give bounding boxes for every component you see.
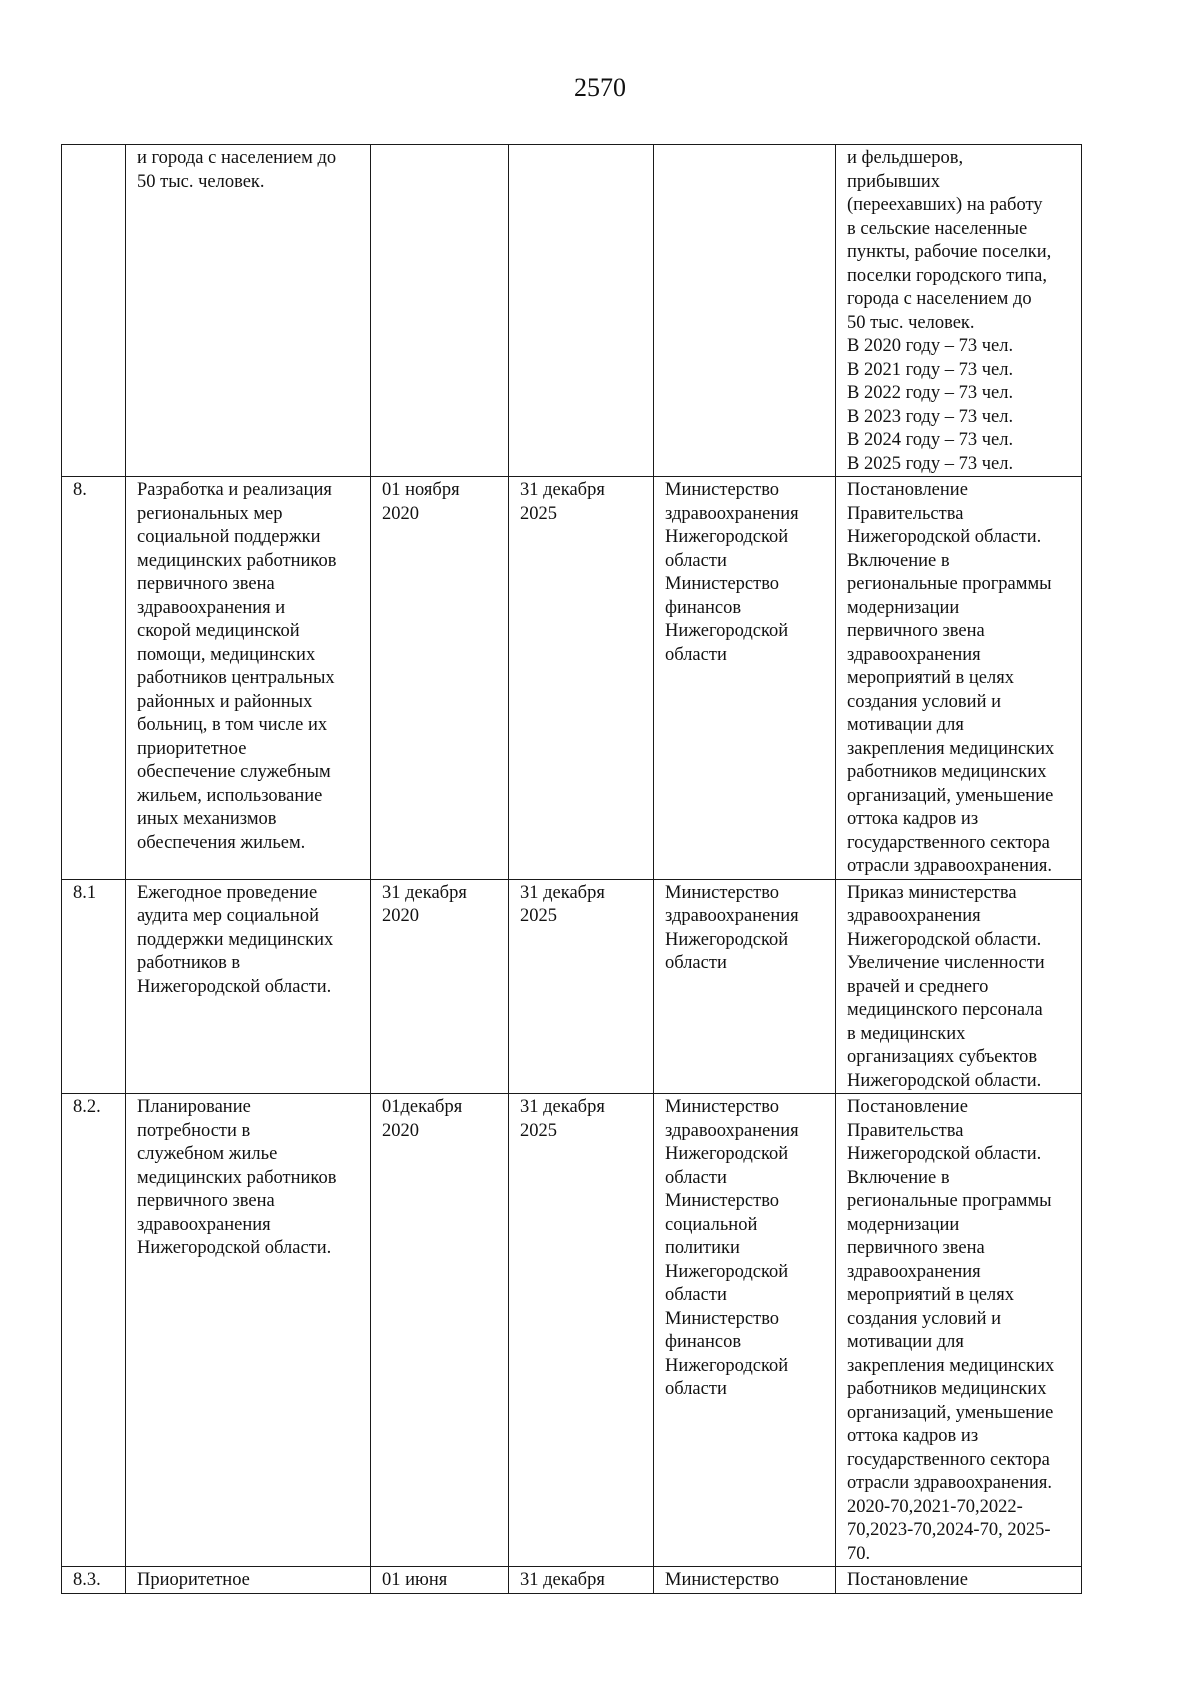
end-date-cell [509, 1094, 654, 1567]
cell-line: отрасли здравоохранения. [847, 856, 1052, 876]
cell-line: области [665, 1285, 727, 1305]
cell-line: Постановление [847, 480, 968, 500]
start-date-cell [371, 1567, 509, 1594]
cell-line: В 2022 году – 73 чел. [847, 383, 1014, 403]
cell-line: мотивации для [847, 1332, 964, 1352]
cell-line: работников в [137, 953, 241, 973]
cell-line: 8.2. [73, 1097, 101, 1117]
responsible-cell [654, 1094, 836, 1567]
cell-line: создания условий и [847, 1308, 1001, 1329]
cell-line: Правительства [847, 1120, 964, 1141]
cell-line: региональных мер [137, 503, 283, 524]
item-number-cell [62, 879, 126, 1094]
cell-line: аудита мер социальной [137, 906, 319, 926]
cell-line: 8.3. [73, 1570, 101, 1590]
cell-line: скорой медицинской [137, 621, 300, 641]
cell-line: 50 тыс. человек. [847, 312, 975, 333]
cell-line: здравоохранения [665, 1120, 799, 1141]
cell-line: организаций, уменьшение [847, 785, 1054, 806]
cell-line: обеспечения жильем. [137, 832, 306, 853]
cell-line: Нижегородской [665, 929, 789, 950]
cell-line: В 2020 году – 73 чел. [847, 336, 1014, 356]
cell-line: мотивации для [847, 715, 964, 735]
cell-line: Приказ министерства [847, 882, 1017, 903]
measure-name-cell [126, 477, 371, 880]
cell-line: Нижегородской [665, 527, 789, 547]
cell-line: Нижегородской области. [847, 1070, 1042, 1091]
cell-line: социальной поддержки [137, 527, 321, 547]
cell-line: организациях субъектов [847, 1047, 1038, 1067]
cell-line: 01 июня [382, 1570, 448, 1590]
table-row [62, 477, 1082, 880]
cell-line: врачей и среднего [847, 976, 989, 997]
cell-line: здравоохранения [665, 906, 799, 926]
cell-line: региональные программы [847, 574, 1052, 594]
cell-line: помощи, медицинских [137, 644, 316, 665]
cell-line: в медицинских [847, 1023, 966, 1044]
cell-line: Министерство [665, 574, 780, 594]
start-date-cell [371, 145, 509, 477]
cell-line: прибывших [847, 171, 941, 192]
cell-line: области [665, 550, 727, 571]
measure-name-cell [126, 145, 371, 477]
cell-line: закрепления медицинских [847, 738, 1055, 759]
cell-line: работников медицинских [847, 762, 1047, 782]
measure-name-cell [126, 1094, 371, 1567]
cell-line: Министерство [665, 882, 780, 903]
cell-line: оттока кадров из [847, 809, 979, 829]
cell-line: здравоохранения и [137, 597, 286, 618]
cell-line: Нижегородской области. [847, 929, 1042, 950]
cell-line: области [665, 644, 727, 665]
cell-line: модернизации [847, 1214, 960, 1235]
cell-line: Ежегодное проведение [137, 882, 318, 903]
cell-line: Включение в [847, 550, 950, 571]
cell-line: государственного сектора [847, 1449, 1050, 1470]
item-number-cell [62, 477, 126, 880]
cell-line: медицинских работников [137, 1167, 337, 1188]
cell-line: в сельские населенные [847, 218, 1028, 239]
cell-line: потребности в [137, 1120, 251, 1141]
cell-line: региональные программы [847, 1191, 1052, 1211]
cell-line: социальной [665, 1214, 758, 1235]
cell-line: 31 декабря [520, 882, 605, 903]
cell-line: 2025 [520, 906, 557, 926]
cell-line: служебном жилье [137, 1144, 278, 1164]
cell-line: модернизации [847, 597, 960, 618]
cell-line: 70,2023-70,2024-70, 2025- [847, 1520, 1051, 1540]
start-date-cell [371, 1094, 509, 1567]
cell-line: работников центральных [137, 668, 335, 688]
cell-line: Разработка и реализация [137, 480, 332, 500]
cell-line: 31 декабря [520, 480, 605, 500]
cell-line: поддержки медицинских [137, 929, 334, 950]
cell-line: здравоохранения [137, 1214, 271, 1235]
cell-line: медицинских работников [137, 550, 337, 571]
cell-line: Министерство [665, 480, 780, 500]
cell-line: иных механизмов [137, 809, 277, 829]
page-number: 2570 [574, 73, 626, 102]
cell-line: Планирование [137, 1097, 251, 1117]
cell-line: пункты, рабочие поселки, [847, 242, 1052, 262]
responsible-cell [654, 477, 836, 880]
cell-line: Приоритетное [137, 1570, 250, 1590]
cell-line: В 2024 году – 73 чел. [847, 430, 1014, 450]
cell-line: здравоохранения [847, 1261, 981, 1282]
responsible-cell [654, 145, 836, 477]
cell-line: 8.1 [73, 882, 97, 903]
cell-line: В 2023 году – 73 чел. [847, 406, 1014, 427]
result-cell [836, 477, 1082, 880]
cell-line: Министерство [665, 1308, 780, 1329]
measure-name-cell [126, 1567, 371, 1594]
cell-line: Нижегородской [665, 1144, 789, 1164]
cell-line: города с населением до [847, 289, 1032, 309]
cell-line: государственного сектора [847, 832, 1050, 853]
cell-line: организаций, уменьшение [847, 1402, 1054, 1423]
cell-line: 70. [847, 1543, 871, 1564]
cell-line: больниц, в том числе их [137, 715, 328, 735]
result-cell [836, 879, 1082, 1094]
cell-line: жильем, использование [137, 785, 323, 806]
item-number-cell [62, 1094, 126, 1567]
cell-line: области [665, 953, 727, 973]
end-date-cell [509, 1567, 654, 1594]
table-row [62, 879, 1082, 1094]
cell-line: поселки городского типа, [847, 265, 1047, 286]
cell-line: Увеличение численности [847, 953, 1045, 973]
cell-line: мероприятий в целях [847, 1285, 1014, 1305]
end-date-cell [509, 477, 654, 880]
cell-line: финансов [665, 597, 742, 618]
cell-line: здравоохранения [847, 644, 981, 665]
result-cell [836, 1567, 1082, 1594]
cell-line: приоритетное [137, 738, 247, 759]
cell-line: первичного звена [847, 1238, 985, 1258]
cell-line: и фельдшеров, [847, 148, 964, 168]
cell-line: 31 декабря [520, 1097, 605, 1117]
cell-line: Нижегородской [665, 1355, 789, 1376]
measure-name-cell [126, 879, 371, 1094]
cell-line: Постановление [847, 1097, 968, 1117]
cell-line: и города с населением до [137, 148, 337, 168]
end-date-cell [509, 879, 654, 1094]
cell-line: Постановление [847, 1570, 968, 1590]
cell-line: Министерство [665, 1570, 780, 1590]
cell-line: Нижегородской области. [137, 1238, 332, 1258]
cell-line: Нижегородской [665, 621, 789, 641]
cell-line: Нижегородской [665, 1261, 789, 1282]
cell-line: первичного звена [137, 574, 275, 594]
cell-line: оттока кадров из [847, 1426, 979, 1446]
cell-line: Правительства [847, 503, 964, 524]
cell-line: создания условий и [847, 691, 1001, 712]
cell-line: Нижегородской области. [847, 1144, 1042, 1164]
cell-line: 2025 [520, 1120, 557, 1141]
table-row [62, 1567, 1082, 1594]
cell-line: районных и районных [137, 691, 313, 712]
start-date-cell [371, 477, 509, 880]
cell-line: первичного звена [847, 621, 985, 641]
cell-line: 8. [73, 480, 87, 500]
cell-line: Министерство [665, 1097, 780, 1117]
cell-line: 01 ноября [382, 480, 460, 500]
cell-line: обеспечение служебным [137, 762, 331, 782]
cell-line: медицинского персонала [847, 1000, 1043, 1020]
cell-line: Министерство [665, 1191, 780, 1211]
item-number-cell [62, 1567, 126, 1594]
cell-line: Нижегородской области. [847, 527, 1042, 547]
cell-line: 2025 [520, 503, 557, 524]
cell-line: здравоохранения [847, 906, 981, 926]
cell-line: Нижегородской области. [137, 976, 332, 997]
responsible-cell [654, 1567, 836, 1594]
cell-line: В 2025 году – 73 чел. [847, 453, 1014, 474]
measures-table [61, 144, 1082, 1594]
cell-line: 2020 [382, 1120, 419, 1141]
cell-line: области [665, 1167, 727, 1188]
cell-line: финансов [665, 1332, 742, 1352]
responsible-cell [654, 879, 836, 1094]
start-date-cell [371, 879, 509, 1094]
cell-line: области [665, 1379, 727, 1399]
cell-line: 2020-70,2021-70,2022- [847, 1496, 1023, 1517]
cell-line: (переехавших) на работу [847, 195, 1043, 215]
cell-line: закрепления медицинских [847, 1355, 1055, 1376]
table-row [62, 145, 1082, 477]
item-number-cell [62, 145, 126, 477]
cell-line: Включение в [847, 1167, 950, 1188]
result-cell [836, 1094, 1082, 1567]
result-cell [836, 145, 1082, 477]
cell-line: 2020 [382, 906, 419, 926]
cell-line: В 2021 году – 73 чел. [847, 359, 1014, 380]
cell-line: 2020 [382, 503, 419, 524]
cell-line: 31 декабря [382, 882, 467, 903]
table-row [62, 1094, 1082, 1567]
cell-line: мероприятий в целях [847, 668, 1014, 688]
cell-line: политики [665, 1238, 740, 1258]
cell-line: 50 тыс. человек. [137, 171, 265, 192]
cell-line: 31 декабря [520, 1570, 605, 1590]
cell-line: отрасли здравоохранения. [847, 1473, 1052, 1493]
cell-line: первичного звена [137, 1191, 275, 1211]
cell-line: здравоохранения [665, 503, 799, 524]
cell-line: работников медицинских [847, 1379, 1047, 1399]
cell-line: 01декабря [382, 1097, 463, 1117]
end-date-cell [509, 145, 654, 477]
